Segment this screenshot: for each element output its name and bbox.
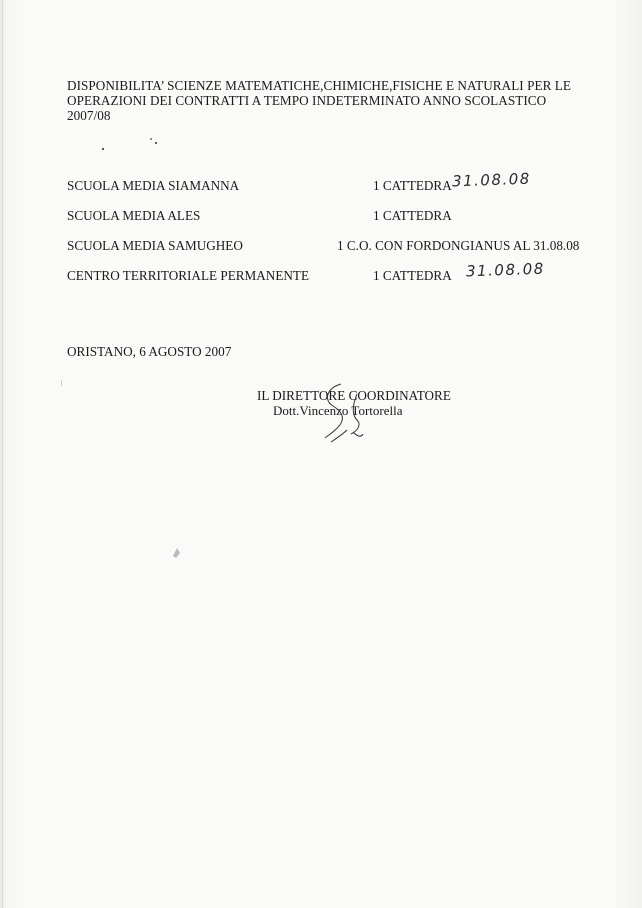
availability-row	[67, 169, 607, 194]
title-line-2: OPERAZIONI DEI CONTRATTI A TEMPO INDETERMINATO ANNO SCOLASTICO	[67, 93, 547, 108]
handwritten-note: 31.08.08	[465, 259, 546, 281]
title-line-1: DISPONIBILITA’ SCIENZE MATEMATICHE,CHIMICHE,FISICHE E NATURALI PER LE	[67, 78, 571, 93]
school-name: SCUOLA MEDIA ALES	[67, 208, 201, 223]
scan-speck	[148, 136, 162, 150]
availability-row	[67, 208, 607, 224]
availability: 1 CATTEDRA	[373, 208, 452, 223]
handwritten-signature	[317, 380, 377, 450]
availability-row	[67, 259, 607, 284]
place-and-date: ORISTANO, 6 AGOSTO 2007	[67, 344, 232, 359]
school-name: SCUOLA MEDIA SIAMANNA	[67, 178, 240, 193]
document-title	[67, 78, 587, 123]
availability: 1 CATTEDRA	[373, 268, 452, 283]
scan-edge	[2, 0, 3, 908]
school-name: SCUOLA MEDIA SAMUGHEO	[67, 238, 243, 253]
signatory-role: IL DIRETTORE COORDINATORE	[257, 388, 451, 403]
availability: 1 C.O. CON FORDONGIANUS AL 31.08.08	[337, 238, 580, 253]
school-name: CENTRO TERRITORIALE PERMANENTE	[67, 268, 310, 283]
scan-speck	[170, 544, 184, 560]
signature-block	[257, 388, 517, 418]
availability-row	[67, 238, 607, 254]
handwritten-note: 31.08.08	[451, 169, 532, 191]
signatory-name: Dott.Vincenzo Tortorella	[273, 403, 403, 418]
scan-speck	[100, 146, 106, 152]
scan-speck	[60, 380, 64, 388]
availability: 1 CATTEDRA	[373, 178, 452, 193]
title-line-3: 2007/08	[67, 108, 111, 123]
